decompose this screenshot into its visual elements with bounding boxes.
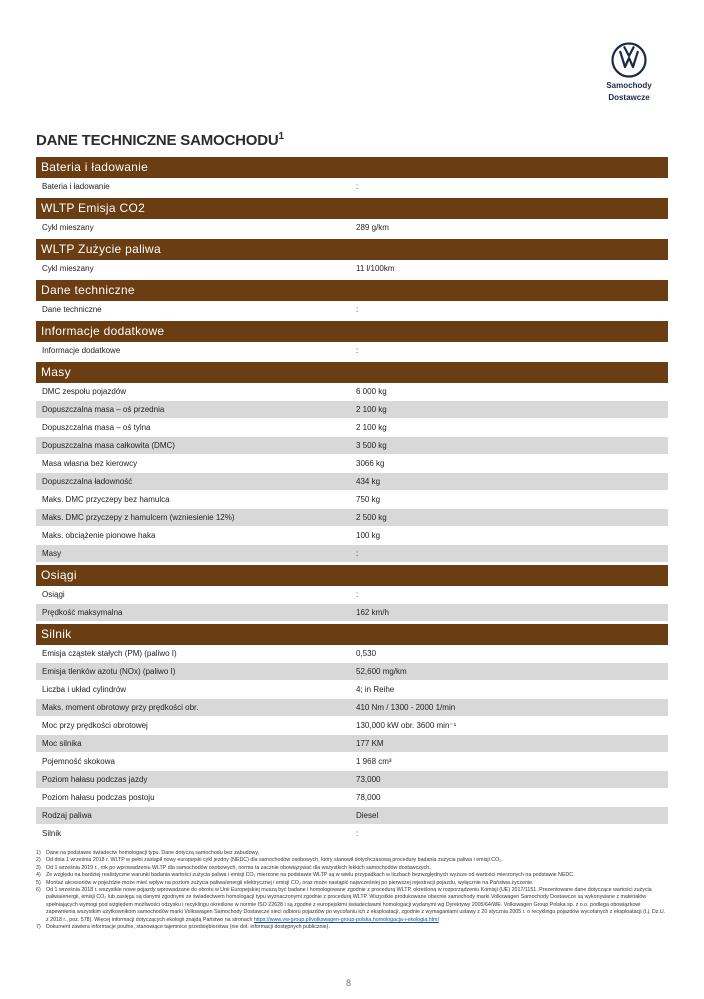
footnotes: [36, 850, 668, 931]
spec-value: 4; in Reihe: [356, 685, 395, 694]
spec-row: [36, 663, 668, 681]
spec-value: 289 g/km: [356, 223, 389, 232]
spec-value: Diesel: [356, 811, 379, 820]
section-header: Informacje dodatkowe: [36, 321, 668, 342]
spec-row: [36, 342, 668, 360]
footnote-number: 5): [36, 879, 41, 886]
page-title-text: DANE TECHNICZNE SAMOCHODU: [36, 132, 279, 149]
spec-label: Silnik: [42, 829, 62, 838]
spec-value: 52,600 mg/km: [356, 667, 407, 676]
spec-label: Dopuszczalna masa – oś przednia: [42, 405, 165, 414]
footnote-number: 7): [36, 924, 41, 931]
footnote-link[interactable]: https://www.vw-group.pl/volkswagen-group-polska,homologacja-i-ekologia.html: [253, 916, 439, 923]
footnote: [36, 887, 668, 924]
spec-value: 434 kg: [356, 477, 381, 486]
spec-value: :: [356, 182, 359, 191]
footnote-text: Montaż akcesoriów w pojeździe może mieć wpływ na poziom zużycia paliwa/energii elektrycznej i emisji CO₂ oraz może nastąpić najwcześniej po pierwszej rejestracji pojazdu, wyłącznie na Państwa życzenie.: [46, 879, 534, 886]
footnote-text: Dokument zawiera informacje poufne, stanowiące tajemnice przedsiębiorstwa (nie dot. informacji dostępnych publicznie).: [46, 924, 330, 931]
footnote-number: 2): [36, 857, 41, 864]
page-title-footnote-ref: 1: [278, 131, 284, 142]
spec-row: [36, 383, 668, 401]
spec-value: 3066 kg: [356, 459, 385, 468]
spec-value: 6 000 kg: [356, 387, 387, 396]
spec-label: Maks. moment obrotowy przy prędkości obr.: [42, 703, 199, 712]
footnote: [36, 924, 668, 931]
spec-label: Cykl mieszany: [42, 223, 94, 232]
spec-label: Prędkość maksymalna: [42, 608, 123, 617]
spec-row: [36, 219, 668, 237]
spec-value: 3 500 kg: [356, 441, 387, 450]
spec-label: Maks. DMC przyczepy bez hamulca: [42, 495, 170, 504]
spec-row: [36, 699, 668, 717]
spec-label: Dopuszczalna masa całkowita (DMC): [42, 441, 175, 450]
spec-label: Poziom hałasu podczas postoju: [42, 793, 155, 802]
spec-value: 177 KM: [356, 739, 384, 748]
spec-value: :: [356, 590, 359, 599]
footnote: [36, 872, 668, 879]
spec-row: [36, 807, 668, 825]
spec-row: [36, 509, 668, 527]
spec-label: Moc silnika: [42, 739, 82, 748]
spec-row: [36, 437, 668, 455]
spec-value: :: [356, 549, 359, 558]
vw-emblem-icon: [611, 42, 647, 78]
spec-row: [36, 527, 668, 545]
footnote: [36, 857, 668, 864]
spec-row: [36, 491, 668, 509]
footnote-number: 3): [36, 864, 41, 871]
spec-value: 11 l/100km: [356, 264, 395, 273]
spec-label: Pojemność skokowa: [42, 757, 115, 766]
footnote-text: Ze względu na bardziej realistyczne warunki badania wartości zużycia paliwa i emisji CO₂ mierzone na podstawie WLTP są w wielu przypadkach w liczbach bezwzględnych wyższe od wartości mierzonych na podstawie NEDC.: [46, 872, 575, 879]
spec-value: :: [356, 829, 359, 838]
spec-row: [36, 771, 668, 789]
section-header: WLTP Zużycie paliwa: [36, 239, 668, 260]
spec-value: 2 500 kg: [356, 513, 387, 522]
spec-row: [36, 717, 668, 735]
spec-value: 2 100 kg: [356, 423, 387, 432]
spec-label: DMC zespołu pojazdów: [42, 387, 127, 396]
page-title: [36, 131, 284, 149]
spec-label: Bateria i ładowanie: [42, 182, 110, 191]
spec-value: 1 968 cm³: [356, 757, 392, 766]
footnote: [36, 880, 668, 887]
spec-label: Dane techniczne: [42, 305, 102, 314]
spec-value: 100 kg: [356, 531, 381, 540]
spec-row: [36, 825, 668, 843]
spec-row: [36, 401, 668, 419]
spec-row: [36, 178, 668, 196]
page-number: 8: [346, 978, 352, 988]
section-header: Masy: [36, 362, 668, 383]
spec-value: :: [356, 305, 359, 314]
section-header: Bateria i ładowanie: [36, 157, 668, 178]
spec-row: [36, 473, 668, 491]
spec-table: [36, 155, 668, 843]
spec-value: 78,000: [356, 793, 381, 802]
spec-label: Dopuszczalna ładowność: [42, 477, 133, 486]
section-header: Silnik: [36, 624, 668, 645]
brand-line2: Dostawcze: [608, 93, 650, 102]
footnote-number: 4): [36, 872, 41, 879]
spec-label: Dopuszczalna masa – oś tylna: [42, 423, 151, 432]
spec-row: [36, 260, 668, 278]
spec-label: Maks. DMC przyczepy z hamulcem (wzniesienie 12%): [42, 513, 235, 522]
spec-row: [36, 419, 668, 437]
spec-value: 750 kg: [356, 495, 381, 504]
spec-label: Informacje dodatkowe: [42, 346, 121, 355]
spec-row: [36, 681, 668, 699]
spec-row: [36, 545, 668, 563]
section-header: Dane techniczne: [36, 280, 668, 301]
spec-value: 162 km/h: [356, 608, 389, 617]
spec-label: Liczba i układ cylindrów: [42, 685, 127, 694]
spec-label: Poziom hałasu podczas jazdy: [42, 775, 148, 784]
spec-label: Cykl mieszany: [42, 264, 94, 273]
spec-row: [36, 604, 668, 622]
footnote: [36, 865, 668, 872]
section-header: WLTP Emisja CO2: [36, 198, 668, 219]
spec-label: Emisja tlenków azotu (NOx) (paliwo I): [42, 667, 176, 676]
spec-row: [36, 735, 668, 753]
spec-label: Rodzaj paliwa: [42, 811, 92, 820]
footnote-text: Od 1 września 2019 r., rok po wprowadzeniu WLTP dla samochodów osobowych, norma ta zacznie obowiązywać dla wszystkich lekkich samochodów dostawczych.: [46, 864, 431, 871]
spec-label: Emisja cząstek stałych (PM) (paliwo I): [42, 649, 177, 658]
spec-row: [36, 789, 668, 807]
footnote-text: Od dnia 1 września 2018 r. WLTP w pełni zastąpił nowy europejski cykl jezdny (NEDC) dla samochodów osobowych, który stanowił dotychczasową procedurę badania zużycia paliwa i emisji CO₂.: [46, 857, 503, 864]
spec-label: Maks. obciążenie pionowe haka: [42, 531, 156, 540]
footnote-number: 1): [36, 850, 41, 856]
footnote: [36, 850, 668, 857]
spec-value: :: [356, 346, 359, 355]
footnote-number: 6): [36, 887, 41, 894]
spec-value: 0,530: [356, 649, 377, 658]
spec-label: Osiągi: [42, 590, 65, 599]
spec-label: Masa własna bez kierowcy: [42, 459, 138, 468]
vw-logo: [600, 42, 658, 102]
spec-value: 2 100 kg: [356, 405, 387, 414]
spec-row: [36, 455, 668, 473]
spec-value: 73,000: [356, 775, 381, 784]
spec-row: [36, 753, 668, 771]
footnote-text: Od 1 września 2018 r. wszystkie nowe pojazdy wprowadzane do obrotu w Unii Europejskiej muszą być badane i homologowane zgodnie z procedurą WLTP, określoną w rozporządzeniu Komisji (UE) 2017/1151. Prezentowane dane dotyczące wartości zużycia paliwa/energii, emisji CO₂ lub zasięgu są danymi zgodnymi ze świadectwem homologacji typu wyznaczonymi zgodnie z procedurą WLTP. Wszystkie produkowane obecnie samochody marki Volkswagen Samochody Dostawcze są wykonywane z materiałów spełniających wymogi pod względem możliwości odzysku i recyklingu określone w normie ISO 22628 i są zgodne z europejskimi świadectwami homologacji wydanymi wg Dyrektywy 2005/64/WE. Volkswagen Group Polska sp. z o.o. podlega obowiązkowi zapewnienia wszystkim użytkownikom samochodów marki Volkswagen Samochody Dostawcze sieci odbioru pojazdów po wycofaniu ich z eksploatacji, zgodnie z wymaganiami ustawy z 20 stycznia 2005 r. o recyklingu pojazdów wycofanych z eksploatacji (t.j. Dz.U. z 2018 r., poz. 578). Więcej informacji dotyczących ekologii znajdą Państwo na stronach: [46, 887, 666, 923]
brand-line1: Samochody: [606, 81, 652, 90]
spec-value: 410 Nm / 1300 - 2000 1/min: [356, 703, 456, 712]
spec-value: 130,000 kW obr. 3600 min⁻¹: [356, 721, 457, 730]
spec-row: [36, 645, 668, 663]
spec-row: [36, 301, 668, 319]
section-header: Osiągi: [36, 565, 668, 586]
footnote-text: Dane na podstawie świadectw homologacji typu. Dane dotyczą samochodu bez zabudowy.: [46, 850, 260, 856]
spec-label: Masy: [42, 549, 62, 558]
spec-row: [36, 586, 668, 604]
spec-label: Moc przy prędkości obrotowej: [42, 721, 148, 730]
